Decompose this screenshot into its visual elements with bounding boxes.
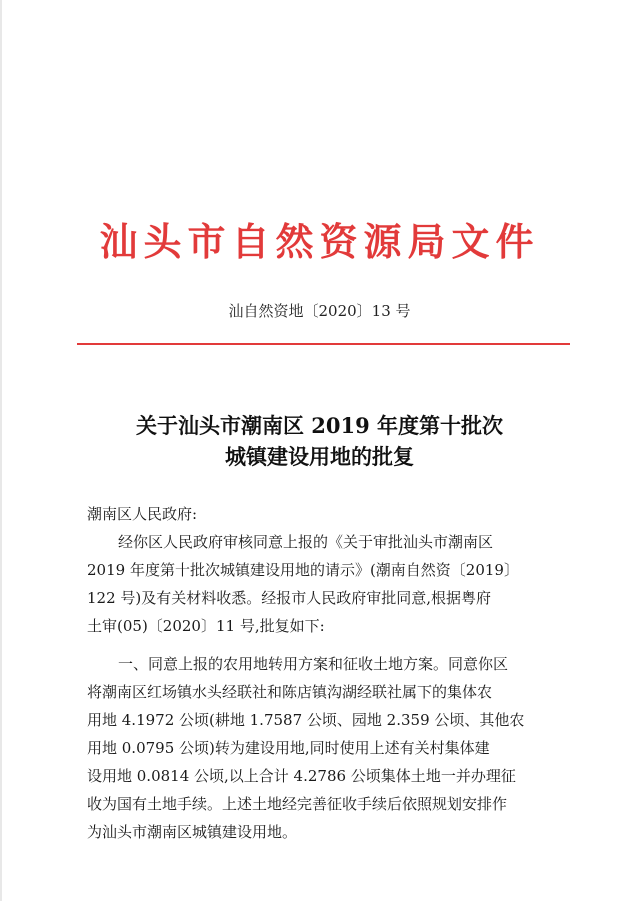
- paragraph-1: [87, 528, 565, 640]
- paragraph-2-line: 为汕头市潮南区城镇建设用地。: [87, 823, 298, 841]
- paragraph-1-line: 土审(05)〔2020〕11 号,批复如下:: [87, 617, 325, 635]
- document-title-line-2: 城镇建设用地的批复: [225, 444, 414, 469]
- paragraph-1-line: 2019 年度第十批次城镇建设用地的请示》(潮南自然资〔2019〕: [87, 561, 519, 579]
- paragraph-2-line: 收为国有土地手续。上述土地经完善征收手续后依照规划安排作: [87, 795, 508, 813]
- red-divider-line: [77, 343, 570, 345]
- paragraph-1-line: 122 号)及有关材料收悉。经报市人民政府审批同意,根据粤府: [87, 589, 492, 607]
- paragraph-2-line: 用地 4.1972 公顷(耕地 1.7587 公顷、园地 2.359 公顷、其他农: [87, 711, 525, 729]
- salutation: 潮南区人民政府:: [87, 505, 198, 523]
- issuing-organization-title: 汕头市自然资源局文件: [99, 219, 540, 264]
- paragraph-2-line: 设用地 0.0814 公顷,以上合计 4.2786 公顷集体土地一并办理征: [87, 767, 516, 785]
- paragraph-2-line: 用地 0.0795 公顷)转为建设用地,同时使用上述有关村集体建: [87, 739, 490, 757]
- paragraph-2-line: 将潮南区红场镇水头经联社和陈店镇沟湖经联社属下的集体农: [87, 683, 493, 701]
- paragraph-2-line: 一、同意上报的农用地转用方案和征收土地方案。同意你区: [118, 655, 509, 673]
- document-title-line-1: 关于汕头市潮南区 2019 年度第十批次: [135, 413, 504, 438]
- paragraph-2: [87, 650, 565, 846]
- paragraph-1-line: 经你区人民政府审核同意上报的《关于审批汕头市潮南区: [118, 533, 494, 551]
- document-number: 汕自然资地〔2020〕13 号: [228, 302, 411, 320]
